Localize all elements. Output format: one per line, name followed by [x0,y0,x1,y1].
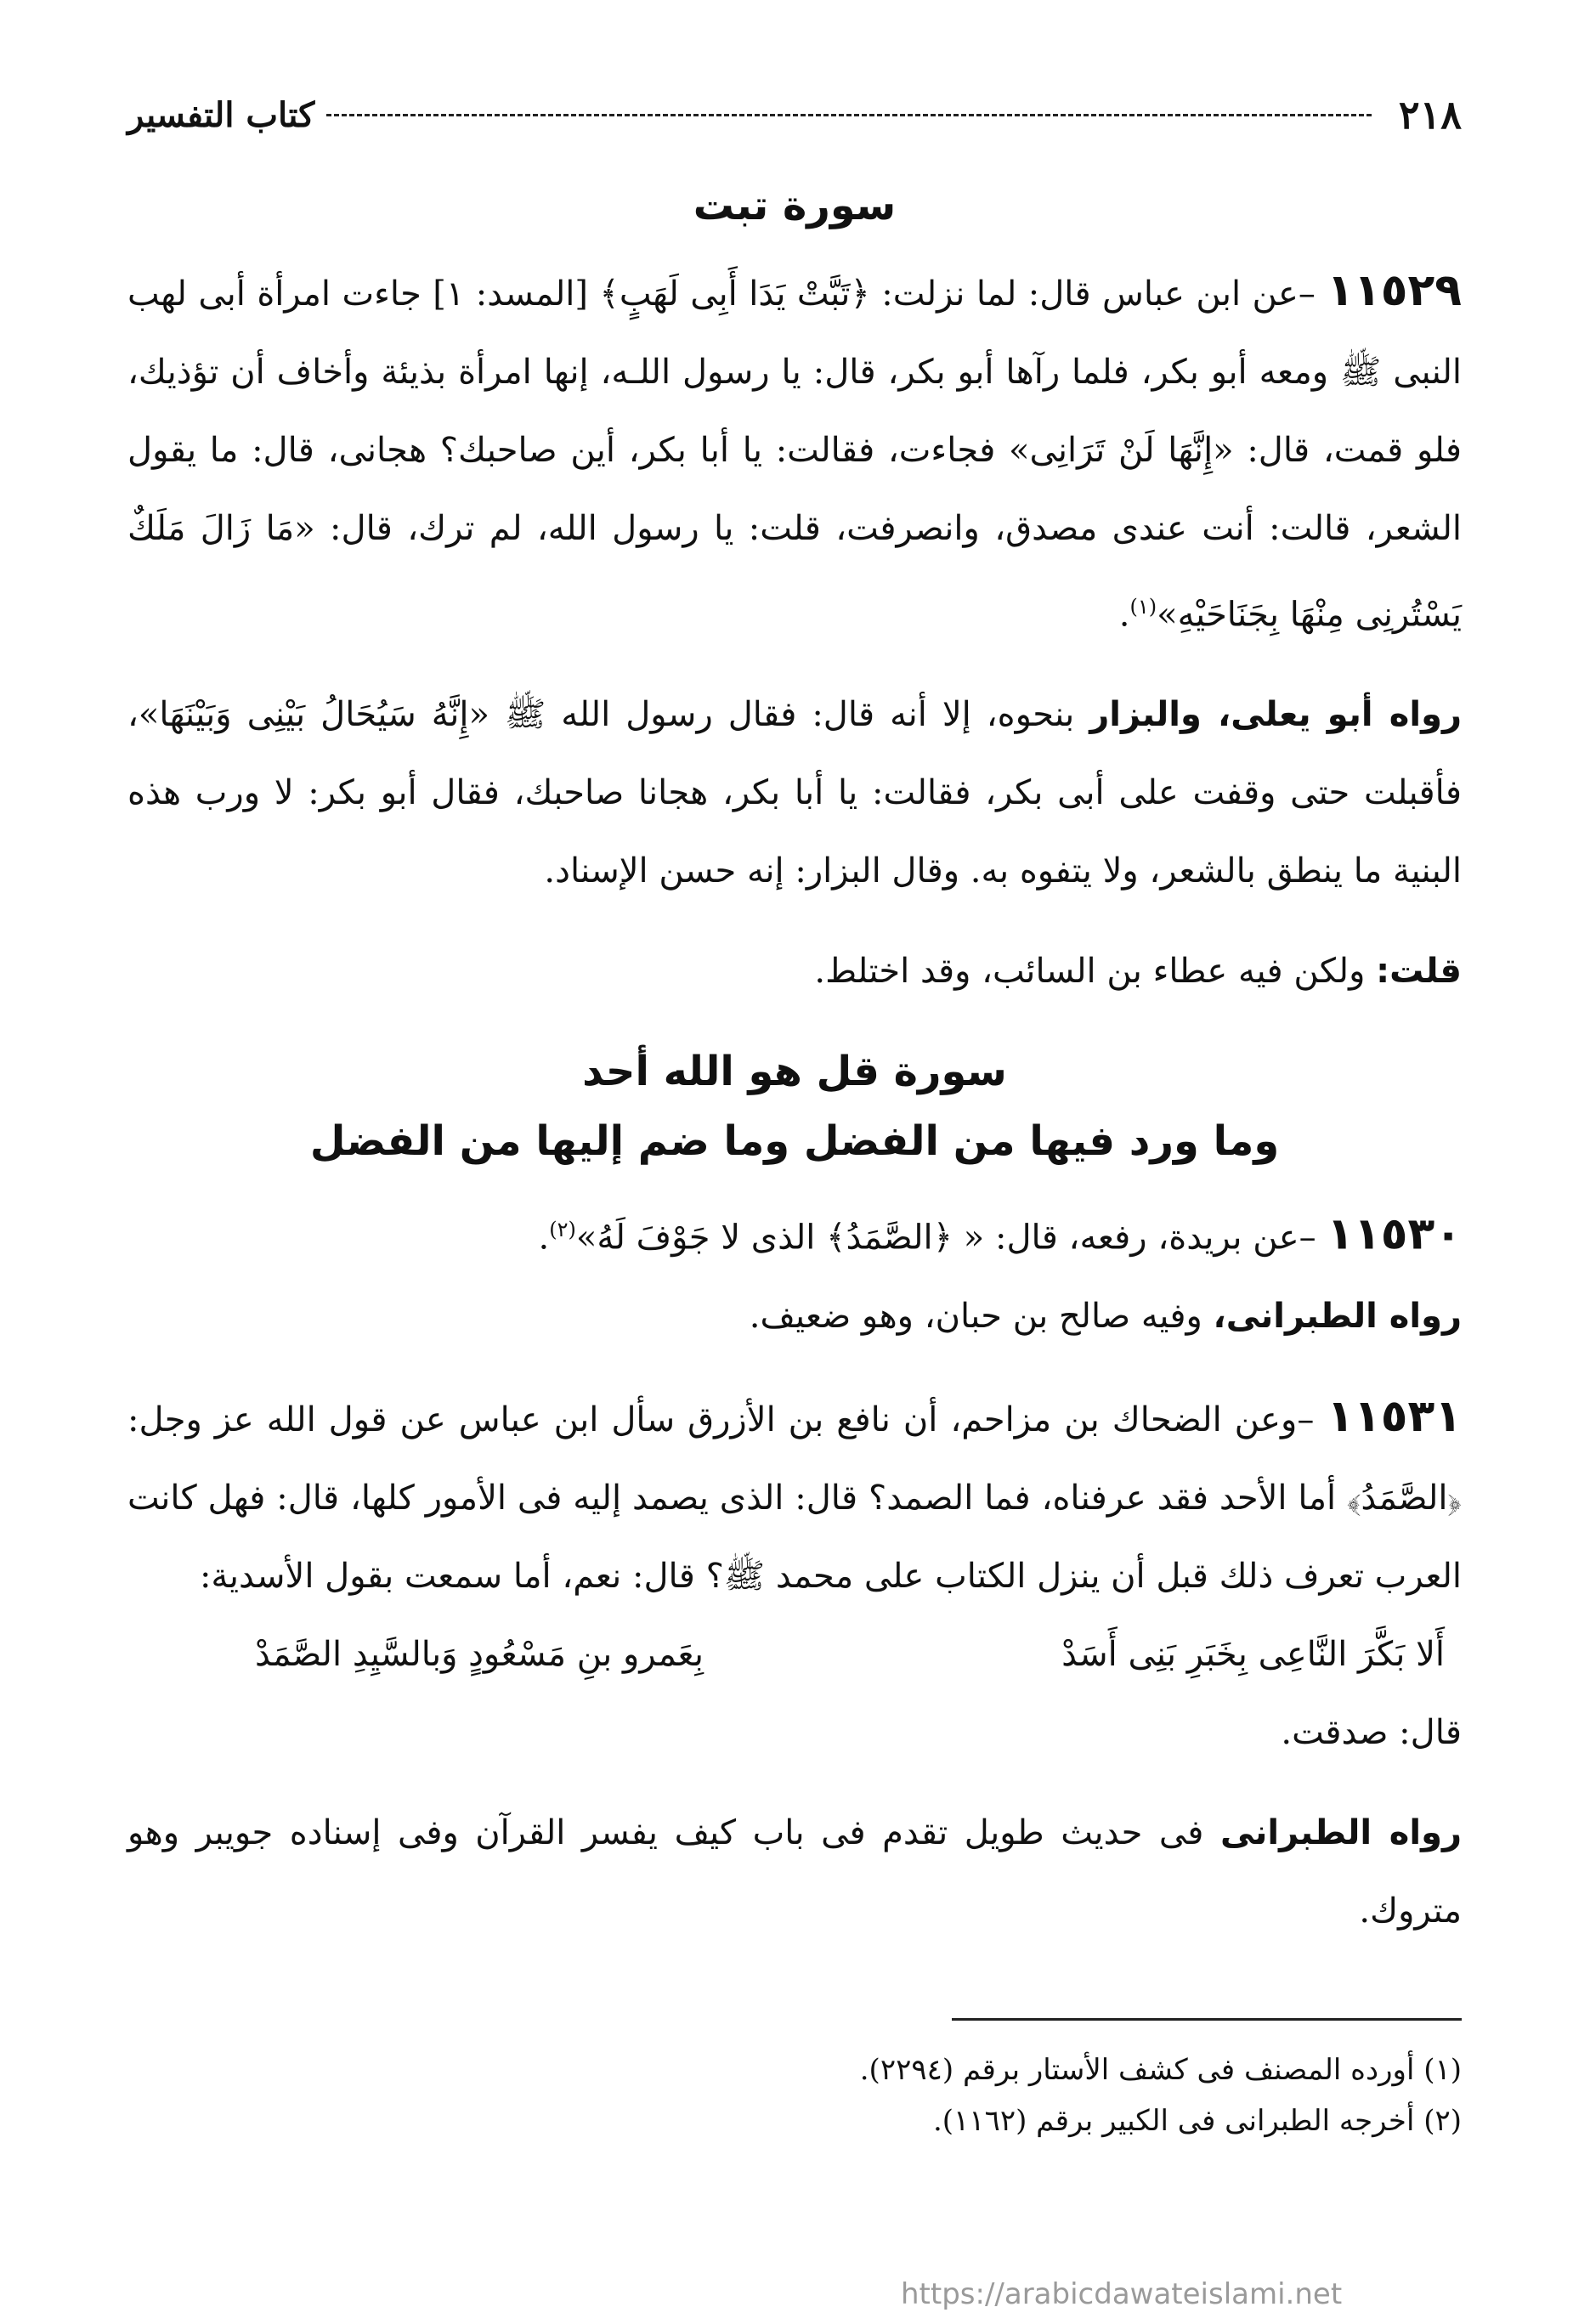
qult-label: قلت: [1376,952,1462,992]
page-number: ٢١٨ [1398,92,1462,138]
poem-hemistich-1: أَلا بَكَّرَ النَّاعِى بِخَبَرِ بَنِى أَسَدْ [1061,1634,1445,1674]
hadith-number: ١١٥٣١ [1327,1390,1463,1442]
riwaya-tabarani-2 [127,1794,1462,1950]
hadith-number: ١١٥٢٩ [1327,265,1463,316]
hadith-text: –عن ابن عباس قال: لما نزلت: ﴿تَبَّتْ يَدَا أَبِى لَهَبٍ﴾ [المسد: ١] جاءت امرأة أبى لهب النبى ﷺ ومعه أبو بكر، فلما رآها أبو بكر، قال: يا رسول اللـه، إنها امرأة بذيئة وأخاف أن تؤذيك، فلو قمت، قال: «إِنَّهَا لَنْ تَرَانِى» فجاءت، فقالت: يا أبا بكر، أين صاحبك؟ هجانى، قال: ما يقول الشعر، قالت: أنت عندى مصدق، وانصرفت، قلت: يا رسول الله، لم ترك، قال: «مَا زَالَ مَلَكٌ يَسْتُرنِى مِنْهَا بِجَنَاحَيْهِ» [127,274,1462,635]
footnote-2: (٢) أخرجه الطبرانى فى الكبير برقم (١١٦٢). [932,2103,1462,2138]
riwaya-text: بنحوه، إلا أنه قال: فقال رسول الله ﷺ «إِنَّهُ سَيُحَالُ بَيْنِى وَبَيْنَهَا»، فأقبلت حتى وقفت على أبى بكر، فقالت: يا أبا بكر، هجانا صاحبك، فقال أبو بكر: لا ورب هذه البنية ما ينطق بالشعر، ولا يتفوه به. وقال البزار: إنه حسن الإسناد. [127,695,1462,891]
footnote-ref-1: (١) [1129,595,1157,619]
running-header [127,85,1462,144]
footnote-1: (١) أورده المصنف فى كشف الأستار برقم (٢٢٩٤). [859,2052,1462,2087]
header-dashed-rule [326,114,1372,116]
qult-note [127,932,1462,1010]
source-label: رواه الطبرانى [1219,1812,1463,1852]
hadith-11530 [127,1190,1462,1276]
surah-title-ikhlas: سورة قل هو الله أحد [582,1048,1007,1096]
surah-title-tabbat: سورة تبت [693,182,897,229]
riwaya-text: وفيه صالح بن حبان، وهو ضعيف. [749,1296,1202,1336]
riwaya-tabarani-1 [127,1277,1462,1355]
sentence-end: . [1118,595,1130,635]
riwaya-text: فى حديث طويل تقدم فى باب كيف يفسر القرآن وفى إسناده جويبر وهو متروك. [127,1812,1462,1931]
hadith-11531 [127,1377,1462,1615]
sentence-end: . [538,1218,550,1258]
hadith-11529 [127,252,1462,653]
book-title: كتاب التفسير [127,94,315,135]
section-subtitle: وما ورد فيها من الفضل وما ضم إليها من الفضل [309,1117,1280,1166]
source-label: رواه الطبرانى، [1213,1296,1462,1336]
watermark-url: https://arabicdawateislami.net [901,2277,1343,2311]
qult-text: ولكن فيه عطاء بن السائب، وقد اختلط. [814,952,1366,992]
page [127,85,1462,2294]
hadith-text: –عن بريدة، رفعه، قال: « ﴿الصَّمَدُ﴾ الذى لا جَوْفَ لَهُ» [575,1218,1316,1258]
footnote-separator [952,2018,1462,2021]
hadith-text: –وعن الضحاك بن مزاحم، أن نافع بن الأزرق سأل ابن عباس عن قول الله عز وجل: ﴿الصَّمَدُ﴾ أما الأحد فقد عرفناه، فما الصمد؟ قال: الذى يصمد إليه فى الأمور كلها، قال: فهل كانت العرب تعرف ذلك قبل أن ينزل الكتاب على محمد ﷺ؟ قال: نعم، أما سمعت بقول الأسدية: [127,1399,1462,1596]
poem-verse [127,1615,1462,1694]
hadith-number: ١١٥٣٠ [1327,1208,1462,1260]
poem-hemistich-2: بِعَمرو بنِ مَسْعُودٍ وَبالسَّيِدِ الصَّمَدْ [255,1634,704,1674]
after-poem: قال: صدقت. [1281,1712,1462,1752]
riwaya-abu-yala [127,676,1462,910]
footnote-ref-2: (٢) [549,1218,576,1242]
source-label: رواه أبو يعلى، والبزار [1089,695,1463,735]
